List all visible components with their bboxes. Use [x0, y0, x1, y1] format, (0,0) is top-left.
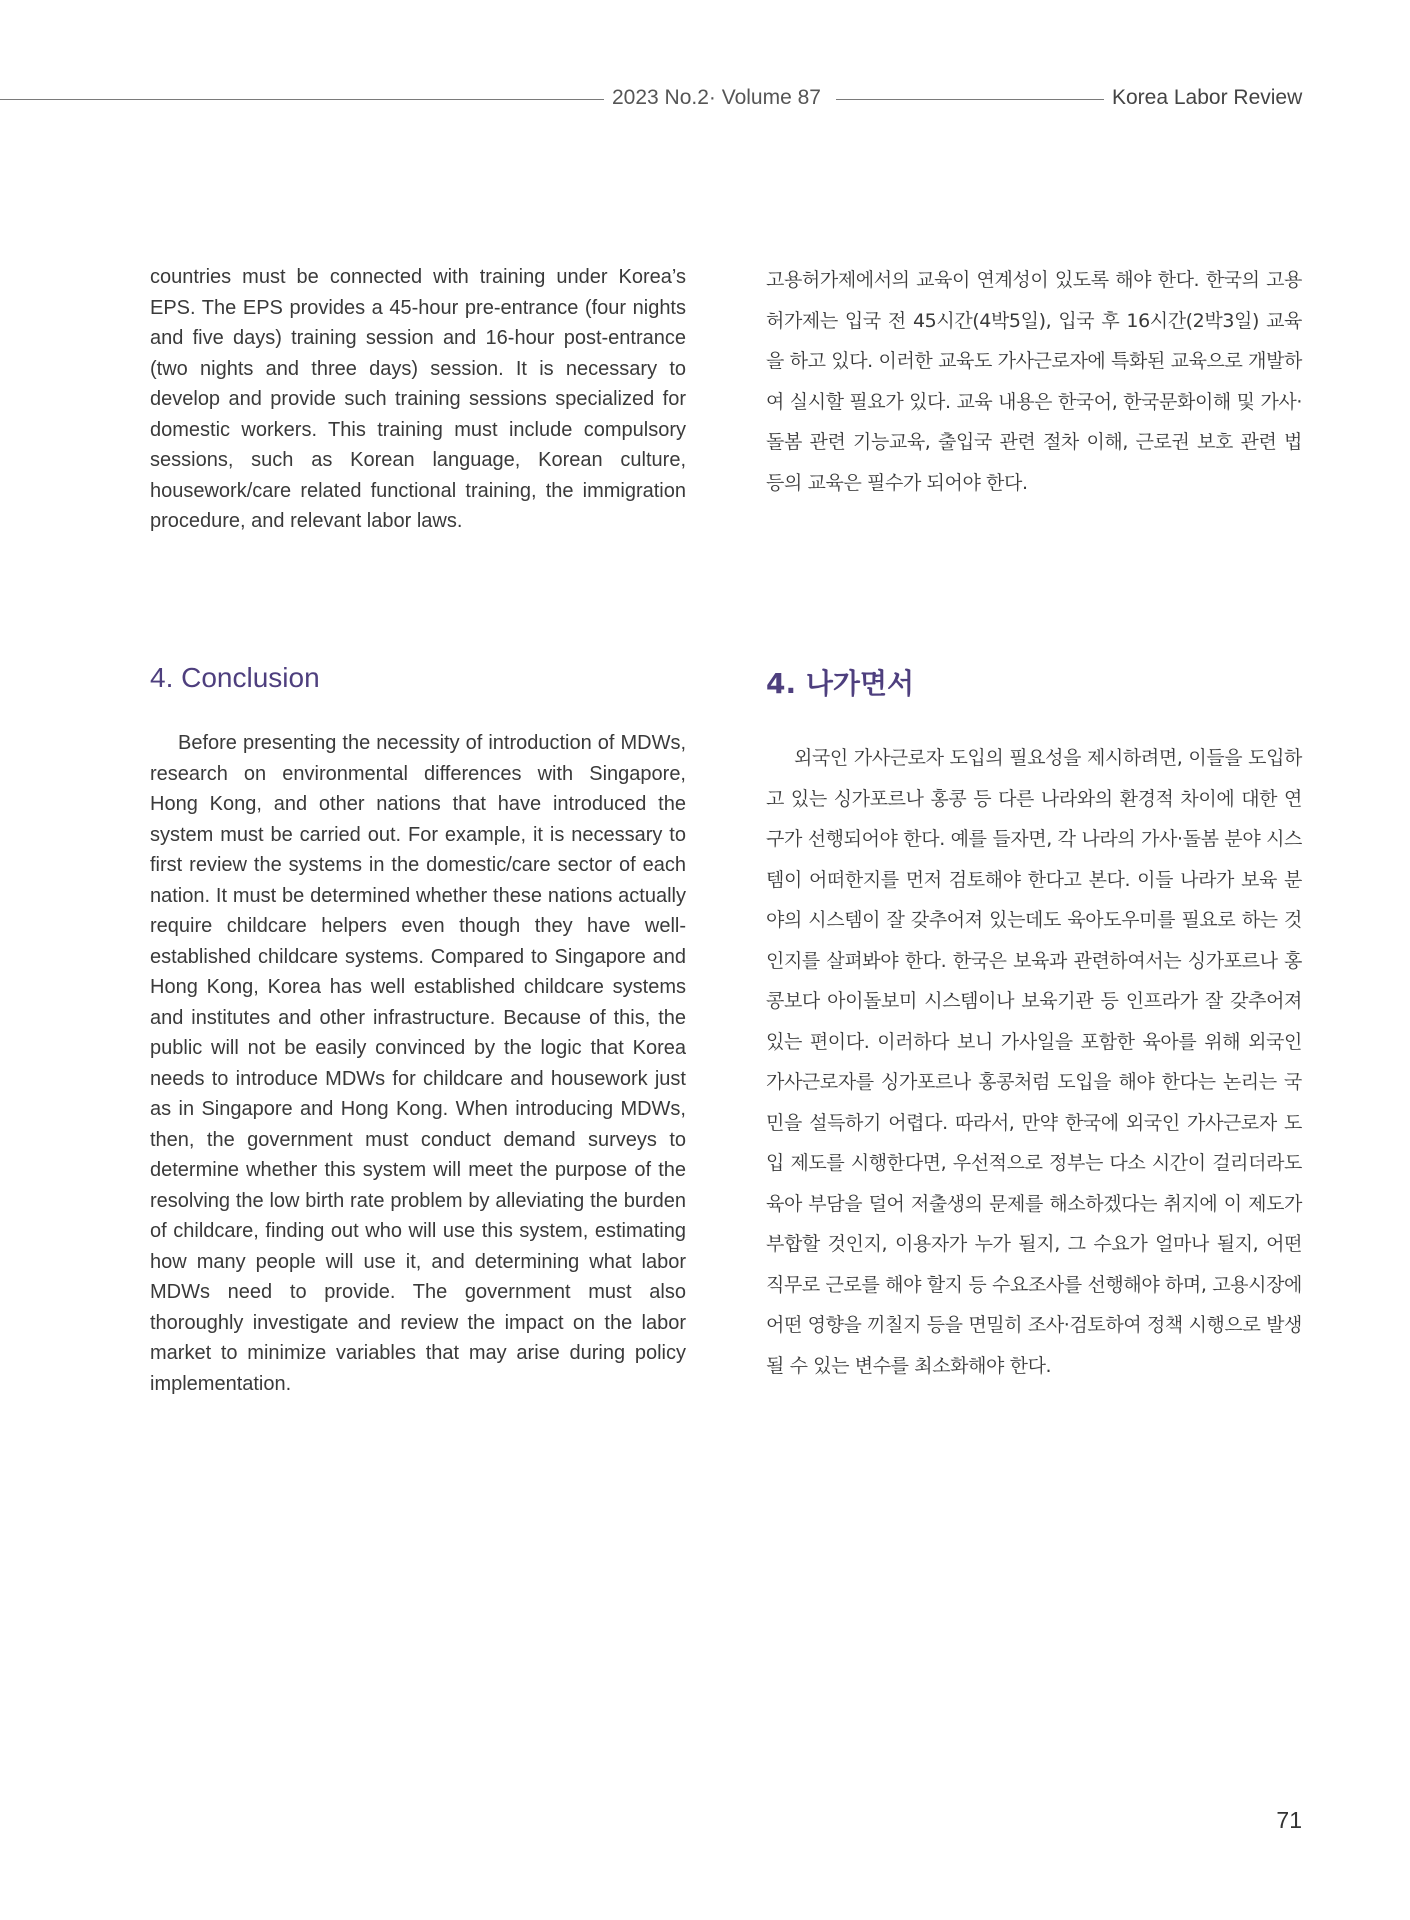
issue-label: 2023 No.2· Volume 87 [612, 86, 821, 109]
header-rule-middle [836, 99, 1104, 100]
korean-section-heading: 4. 나가면서 [766, 667, 915, 700]
korean-column-bottom [766, 738, 1302, 1386]
page-header [0, 84, 1410, 114]
english-column-bottom [150, 728, 686, 1399]
page-number: 71 [1276, 1807, 1302, 1833]
korean-continued-paragraph: 고용허가제에서의 교육이 연계성이 있도록 해야 한다. 한국의 고용허가제는 입국 전 45시간(4박5일), 입국 후 16시간(2박3일) 교육을 하고 있다. 이러한 교육도 가사근로자에 특화된 교육으로 개발하여 실시할 필요가 있다. 교육 내용은 한국어, 한국문화이해 및 가사·돌봄 관련 기능교육, 출입국 관련 절차 이해, 근로권 보호 관련 법 등의 교육은 필수가 되어야 한다. [766, 269, 1302, 494]
english-section-heading: 4. Conclusion [150, 662, 320, 693]
english-column-top [150, 262, 686, 537]
korean-column-top [766, 260, 1302, 503]
english-continued-paragraph: countries must be connected with training under Korea’s EPS. The EPS provides a 45-hour pre-entrance (four nights and five days) training session and 16-hour post-entrance (two nights and three days) session. It is necessary to develop and provide such training sessions specialized for domestic workers. This training must include compulsory sessions, such as Korean language, Korean culture, housework/care related functional training, the immigration procedure, and relevant labor laws. [150, 266, 686, 532]
english-conclusion-paragraph: Before presenting the necessity of introduction of MDWs, research on environmental differences with Singapore, Hong Kong, and other nations that have introduced the system must be carried out. For example, it is necessary to first review the systems in the domestic/care sector of each nation. It must be determined whether these nations actually require childcare helpers even though they have well-established childcare systems. Compared to Singapore and Hong Kong, Korea has well established childcare systems and institutes and other infrastructure. Because of this, the public will not be easily convinced by the logic that Korea needs to introduce MDWs for childcare and housework just as in Singapore and Hong Kong. When introducing MDWs, then, the government must conduct demand surveys to determine whether this system will meet the purpose of the resolving the low birth rate problem by alleviating the burden of childcare, finding out who will use this system, estimating how many people will use it, and determining what labor MDWs need to provide. The government must also thoroughly investigate and review the impact on the labor market to minimize variables that may arise during policy implementation. [150, 732, 686, 1395]
korean-conclusion-paragraph: 외국인 가사근로자 도입의 필요성을 제시하려면, 이들을 도입하고 있는 싱가포르나 홍콩 등 다른 나라와의 환경적 차이에 대한 연구가 선행되어야 한다. 예를 들자면, 각 나라의 가사·돌봄 분야 시스템이 어떠한지를 먼저 검토해야 한다고 본다. 이들 나라가 보육 분야의 시스템이 잘 갖추어져 있는데도 육아도우미를 필요로 하는 것인지를 살펴봐야 한다. 한국은 보육과 관련하여서는 싱가포르나 홍콩보다 아이돌보미 시스템이나 보육기관 등 인프라가 잘 갖추어져 있는 편이다. 이러하다 보니 가사일을 포함한 육아를 위해 외국인 가사근로자를 싱가포르나 홍콩처럼 도입을 해야 한다는 논리는 국민을 설득하기 어렵다. 따라서, 만약 한국에 외국인 가사근로자 도입 제도를 시행한다면, 우선적으로 정부는 다소 시간이 걸리더라도 육아 부담을 덜어 저출생의 문제를 해소하겠다는 취지에 이 제도가 부합할 것인지, 이용자가 누가 될지, 그 수요가 얼마나 될지, 어떤 직무로 근로를 해야 할지 등 수요조사를 선행해야 하며, 고용시장에 어떤 영향을 끼칠지 등을 면밀히 조사·검토하여 정책 시행으로 발생될 수 있는 변수를 최소화해야 한다. [766, 747, 1302, 1377]
journal-title: Korea Labor Review [1112, 86, 1303, 109]
header-rule-left [0, 99, 604, 100]
